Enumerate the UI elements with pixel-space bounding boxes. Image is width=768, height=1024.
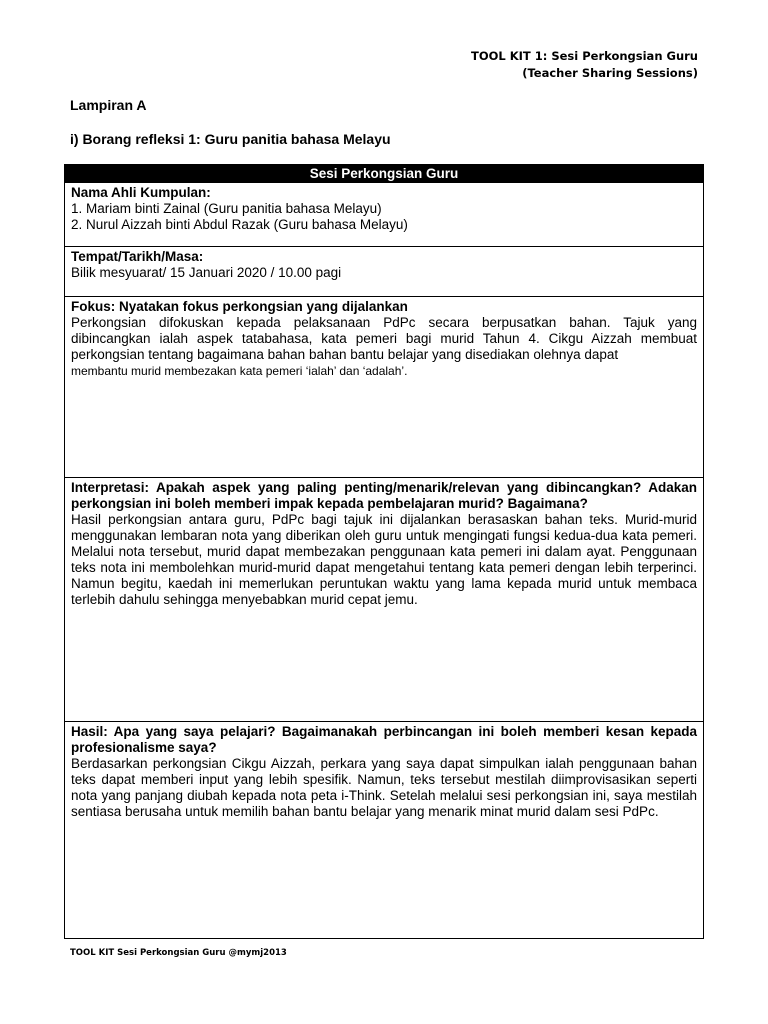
place-label: Tempat/Tarikh/Masa: <box>71 249 204 264</box>
document-header <box>471 48 698 82</box>
members-section <box>65 182 703 246</box>
result-section <box>65 721 703 938</box>
members-label: Nama Ahli Kumpulan: <box>71 185 211 200</box>
form-title: i) Borang refleksi 1: Guru panitia bahasa Melayu <box>70 131 391 147</box>
place-section <box>65 246 703 296</box>
interpretation-text: Hasil perkongsian antara guru, PdPc bagi tajuk ini dijalankan berasaskan bahan teks. Murid-murid menggunakan lembaran nota yang diberikan oleh guru untuk mengingati fungsi kedua-dua kata pemeri. Melalui nota tersebut, murid dapat membezakan penggunaan kata pemeri ini dalam ayat. Penggunaan teks nota ini membolehkan murid-murid dapat mengetahui tentang kata pemeri dengan lebih terperinci. Namun begitu, kaedah ini memerlukan peruntukan waktu yang lama kepada murid untuk membaca terlebih dahulu sehingga menyebabkan murid cepat jemu. <box>71 512 697 607</box>
member-item: 1. Mariam binti Zainal (Guru panitia bahasa Melayu) <box>71 201 382 216</box>
form-header: Sesi Perkongsian Guru <box>65 165 703 182</box>
focus-section <box>65 296 703 477</box>
header-title: TOOL KIT 1: Sesi Perkongsian Guru <box>470 49 698 63</box>
interpretation-label: Interpretasi: Apakah aspek yang paling penting/menarik/relevan yang dibincangkan? Adakan perkongsian ini boleh memberi impak kepada pembelajaran murid? Bagaimana? <box>71 480 697 511</box>
document-footer: TOOL KIT Sesi Perkongsian Guru @mymj2013 <box>70 948 287 958</box>
reflection-form <box>64 164 704 939</box>
focus-text-end: membantu murid membezakan kata pemeri ‘ialah’ dan ‘adalah’. <box>71 364 408 378</box>
appendix-label: Lampiran A <box>70 97 147 113</box>
focus-text: Perkongsian difokuskan kepada pelaksanaan PdPc secara berpusatkan bahan. Tajuk yang dibincangkan ialah aspek tatabahasa, kata pemeri bagi murid Tahun 4. Cikgu Aizzah membuat perkongsian tentang bagaimana bahan bahan bantu belajar yang disediakan olehnya dapat <box>71 315 697 362</box>
header-subtitle: (Teacher Sharing Sessions) <box>522 66 698 80</box>
result-text: Berdasarkan perkongsian Cikgu Aizzah, perkara yang saya dapat simpulkan ialah penggunaan bahan teks dapat memberi input yang lebih spesifik. Namun, teks tersebut mestilah diimprovisasikan seperti nota yang panjang diubah kepada nota peta i-Think. Setelah melalui sesi perkongsian ini, saya mestilah sentiasa berusaha untuk memilih bahan bantu belajar yang menarik minat murid dalam sesi PdPc. <box>71 756 697 819</box>
result-label: Hasil: Apa yang saya pelajari? Bagaimanakah perbincangan ini boleh memberi kesan kepada profesionalisme saya? <box>71 724 697 755</box>
member-item: 2. Nurul Aizzah binti Abdul Razak (Guru bahasa Melayu) <box>71 217 408 232</box>
focus-label: Fokus: Nyatakan fokus perkongsian yang dijalankan <box>71 299 408 314</box>
place-value: Bilik mesyuarat/ 15 Januari 2020 / 10.00 pagi <box>71 265 342 280</box>
interpretation-section <box>65 477 703 721</box>
